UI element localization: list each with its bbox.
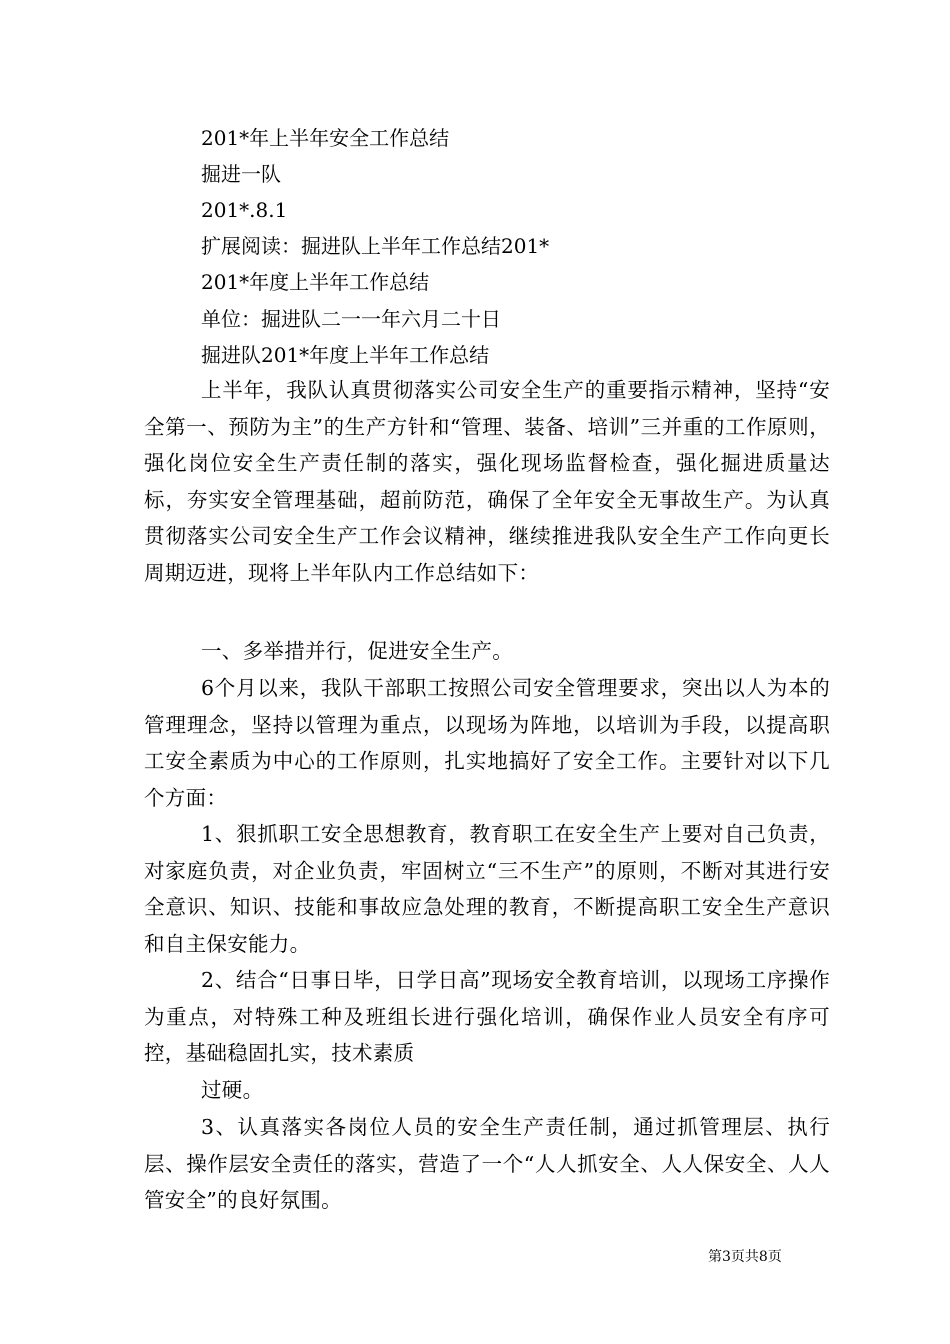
extended-reading-line: 扩展阅读：掘进队上半年工作总结201* — [201, 234, 550, 258]
paragraph-overview: 6个月以来，我队干部职工按照公司安全管理要求，突出以人为本的管理理念，坚持以管理为重点，以现场为阵地，以培训为手段，以提高职工安全素质为中心的工作原则，扎实地搞好了安全工作。主要针对以下几个方面： — [144, 676, 830, 810]
paragraph-continuation: 过硬。 — [201, 1078, 264, 1102]
subtitle: 201*年度上半年工作总结 — [201, 270, 430, 294]
section-heading-1: 一、多举措并行，促进安全生产。 — [201, 639, 513, 663]
paragraph-item-1: 1、狠抓职工安全思想教育，教育职工在安全生产上要对自己负责，对家庭负责，对企业负责，牢固树立“三不生产”的原则，不断对其进行安全意识、知识、技能和事故应急处理的教育，不断提高职工安全生产意识和自主保安能力。 — [144, 822, 830, 956]
section-title: 掘进队201*年度上半年工作总结 — [201, 343, 490, 367]
paragraph-intro: 上半年，我队认真贯彻落实公司安全生产的重要指示精神，坚持“安全第一、预防为主”的生产方针和“管理、装备、培训”三并重的工作原则，强化岗位安全生产责任制的落实，强化现场监督检查，强化掘进质量达标，夯实安全管理基础，超前防范，确保了全年安全无事故生产。为认真贯彻落实公司安全生产工作会议精神，继续推进我队安全生产工作向更长周期迈进，现将上半年队内工作总结如下： — [144, 378, 830, 585]
paragraph-item-2: 2、结合“日事日毕，日学日高”现场安全教育培训，以现场工序操作为重点，对特殊工种及班组长进行强化培训，确保作业人员安全有序可控，基础稳固扎实，技术素质 — [144, 968, 830, 1065]
team-name: 掘进一队 — [201, 162, 281, 186]
paragraph-item-3: 3、认真落实各岗位人员的安全生产责任制，通过抓管理层、执行层、操作层安全责任的落实，营造了一个“人人抓安全、人人保安全、人人管安全”的良好氛围。 — [144, 1115, 830, 1212]
unit-line: 单位：掘进队二一一年六月二十日 — [201, 307, 501, 331]
page-number: 第3页共8页 — [708, 1249, 782, 1265]
doc-date: 201*.8.1 — [201, 198, 288, 222]
doc-title: 201*年上半年安全工作总结 — [201, 126, 450, 150]
